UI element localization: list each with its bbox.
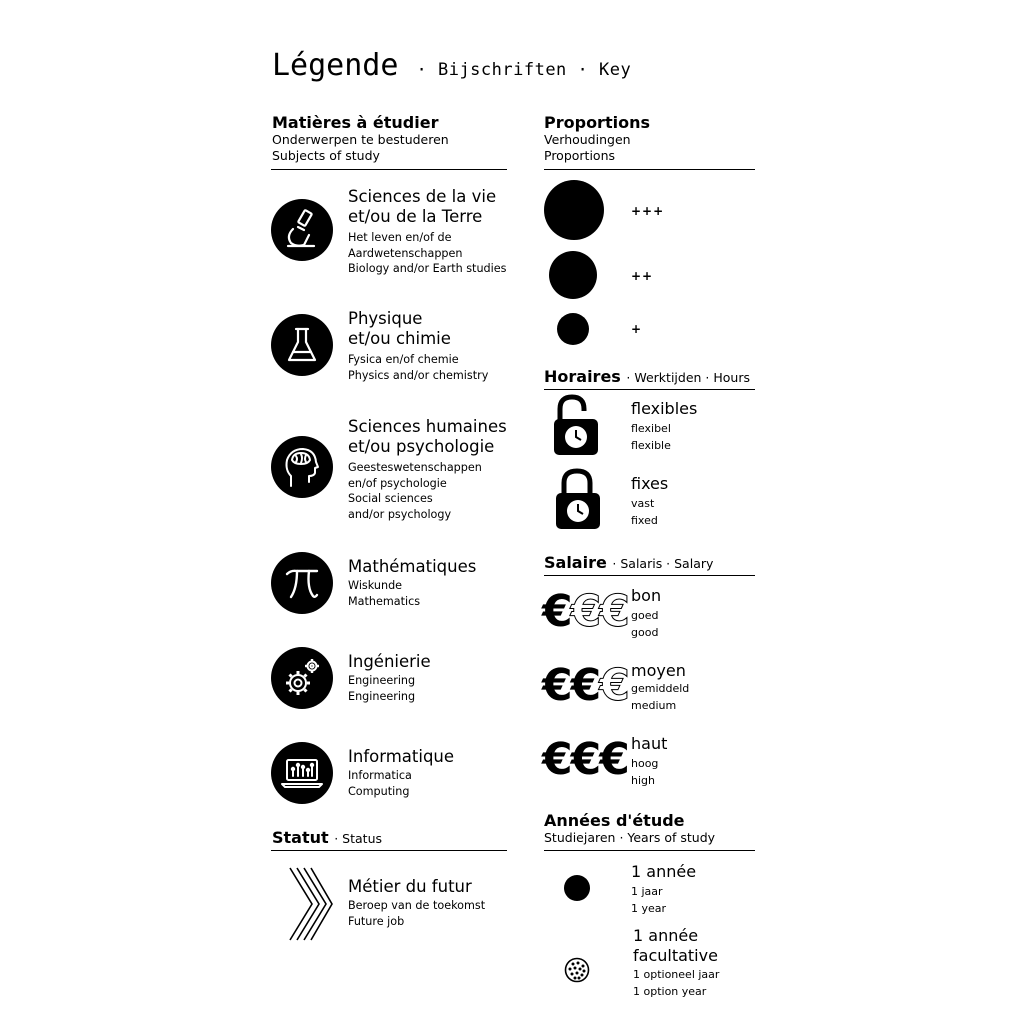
subject-sub: Physics and/or chemistry bbox=[348, 368, 489, 382]
solid-dot-icon bbox=[564, 875, 590, 901]
subject-sub: Computing bbox=[348, 784, 410, 798]
years-item-sub: 1 year bbox=[631, 901, 667, 915]
years-item-sub: 1 optioneel jaar bbox=[633, 968, 720, 981]
hours-item-flexible bbox=[631, 399, 697, 454]
euro-icon-outline: € bbox=[570, 586, 600, 637]
open-padlock-clock-icon bbox=[552, 393, 600, 461]
salary-divider bbox=[544, 575, 755, 576]
salary-item-title: moyen bbox=[631, 661, 686, 680]
years-sub: Studiejaren · Years of study bbox=[544, 830, 716, 845]
subject-title-l2: et/ou chimie bbox=[348, 329, 451, 348]
euro-icon-filled: € bbox=[570, 734, 600, 785]
hours-item-fixed bbox=[631, 474, 668, 529]
salary-item-sub: hoog bbox=[631, 757, 659, 770]
proportion-label-medium: ++ bbox=[631, 269, 654, 283]
subject-item-life-earth bbox=[348, 187, 506, 277]
salary-euro-icons-medium bbox=[542, 660, 628, 711]
status-item-sub: Future job bbox=[348, 914, 405, 928]
euro-icon-filled: € bbox=[570, 660, 600, 711]
subjects-heading: Matières à étudier bbox=[272, 113, 439, 132]
status-divider bbox=[271, 850, 507, 851]
proportions-heading: Proportions bbox=[544, 113, 650, 132]
hours-inline: · Werktijden · Hours bbox=[626, 370, 750, 385]
years-item-title-l2: facultative bbox=[633, 946, 718, 965]
status-item-title: Métier du futur bbox=[348, 877, 472, 896]
euro-icon-outline: € bbox=[599, 660, 628, 711]
hours-item-sub: vast bbox=[631, 497, 655, 510]
subject-item-mathematics bbox=[348, 557, 476, 609]
subject-sub: Geesteswetenschappen bbox=[348, 461, 482, 474]
subject-sub: Aardwetenschappen bbox=[348, 246, 463, 260]
salary-inline: · Salaris · Salary bbox=[612, 556, 714, 571]
years-item-sub: 1 option year bbox=[633, 984, 707, 998]
subject-title-l2: et/ou psychologie bbox=[348, 437, 495, 456]
years-item-sub: 1 jaar bbox=[631, 885, 663, 898]
title-main: Légende bbox=[272, 48, 399, 83]
hours-header bbox=[544, 368, 750, 387]
subject-sub: Fysica en/of chemie bbox=[348, 353, 459, 366]
status-item-sub: Beroep van de toekomst bbox=[348, 899, 486, 912]
salary-item-good bbox=[631, 586, 661, 641]
subject-sub: and/or psychology bbox=[348, 507, 452, 521]
years-item-optional-year bbox=[633, 926, 719, 1000]
dotted-dot-icon bbox=[564, 957, 590, 987]
head-brain-icon bbox=[271, 436, 333, 498]
subject-title-l1: Informatique bbox=[348, 747, 455, 766]
subjects-sub-nl: Onderwerpen te bestuderen bbox=[272, 132, 449, 147]
hours-item-title: fixes bbox=[631, 474, 669, 493]
salary-euro-icons-high bbox=[542, 734, 628, 785]
subject-sub: Social sciences bbox=[348, 492, 433, 505]
proportions-divider bbox=[544, 169, 755, 170]
salary-item-sub: goed bbox=[631, 609, 659, 622]
proportion-small-circle-icon bbox=[557, 313, 589, 345]
status-item-future-job bbox=[348, 877, 485, 929]
subject-sub: Wiskunde bbox=[348, 579, 403, 592]
subjects-sub-en: Subjects of study bbox=[272, 148, 380, 163]
proportion-medium-circle-icon bbox=[549, 251, 597, 299]
years-heading: Années d'étude bbox=[544, 811, 685, 830]
pi-icon bbox=[271, 552, 333, 614]
euro-icon-filled: € bbox=[542, 586, 571, 637]
chevron-icon bbox=[288, 866, 334, 946]
years-item-title-l1: 1 année bbox=[633, 926, 699, 945]
subject-sub: Engineering bbox=[348, 689, 416, 703]
subject-title-l2: et/ou de la Terre bbox=[348, 207, 483, 226]
subject-title-l1: Physique bbox=[348, 309, 423, 328]
subject-title-l1: Sciences humaines bbox=[348, 417, 507, 436]
subject-sub: Mathematics bbox=[348, 594, 421, 608]
proportion-large-circle-icon bbox=[544, 180, 604, 240]
euro-icon-filled: € bbox=[542, 734, 571, 785]
hours-item-sub: flexibel bbox=[631, 422, 671, 435]
page-title bbox=[272, 48, 631, 83]
gears-icon bbox=[271, 647, 333, 709]
hours-item-sub: flexible bbox=[631, 438, 671, 452]
subject-title-l1: Mathématiques bbox=[348, 557, 477, 576]
proportion-label-large: +++ bbox=[631, 204, 665, 218]
salary-item-high bbox=[631, 734, 667, 789]
subject-item-engineering bbox=[348, 652, 431, 704]
hours-heading: Horaires bbox=[544, 367, 621, 386]
subjects-header bbox=[272, 114, 449, 164]
title-sub: · Bijschriften · Key bbox=[416, 60, 632, 80]
subject-sub: Het leven en/of de bbox=[348, 231, 452, 244]
salary-header bbox=[544, 554, 713, 573]
proportions-sub-en: Proportions bbox=[544, 148, 616, 163]
status-inline: · Status bbox=[334, 831, 383, 846]
subject-item-computing bbox=[348, 747, 454, 799]
salary-item-sub: good bbox=[631, 625, 659, 639]
salary-item-sub: high bbox=[631, 773, 655, 787]
status-heading: Statut bbox=[272, 828, 329, 847]
hours-item-title: flexibles bbox=[631, 399, 698, 418]
salary-item-medium bbox=[631, 661, 689, 714]
subject-sub: Engineering bbox=[348, 674, 416, 687]
laptop-icon bbox=[271, 742, 333, 804]
subject-sub: en/of psychologie bbox=[348, 476, 447, 490]
flask-icon bbox=[271, 314, 333, 376]
hours-divider bbox=[544, 389, 755, 390]
salary-item-title: bon bbox=[631, 586, 662, 605]
salary-item-sub: gemiddeld bbox=[631, 682, 690, 695]
salary-euro-icons-good bbox=[542, 586, 628, 637]
years-item-title: 1 année bbox=[631, 862, 697, 881]
euro-icon-outline: € bbox=[599, 586, 628, 637]
euro-icon-filled: € bbox=[542, 660, 571, 711]
closed-padlock-clock-icon bbox=[554, 467, 602, 535]
euro-icon-filled: € bbox=[599, 734, 628, 785]
years-item-one-year bbox=[631, 862, 696, 917]
proportions-header bbox=[544, 114, 650, 164]
years-header bbox=[544, 812, 715, 846]
subject-item-physics-chemistry bbox=[348, 309, 488, 383]
hours-item-sub: fixed bbox=[631, 513, 658, 527]
subject-title-l1: Sciences de la vie bbox=[348, 187, 497, 206]
proportions-sub-nl: Verhoudingen bbox=[544, 132, 631, 147]
subject-sub: Biology and/or Earth studies bbox=[348, 262, 507, 275]
subject-item-humanities-psychology bbox=[348, 417, 507, 522]
subjects-divider bbox=[271, 169, 507, 170]
microscope-icon bbox=[271, 199, 333, 261]
proportion-label-small: + bbox=[631, 322, 643, 336]
salary-item-sub: medium bbox=[631, 698, 677, 712]
salary-heading: Salaire bbox=[544, 553, 607, 572]
status-header bbox=[272, 829, 382, 848]
subject-title-l1: Ingénierie bbox=[348, 652, 431, 671]
salary-item-title: haut bbox=[631, 734, 668, 753]
subject-sub: Informatica bbox=[348, 769, 412, 782]
years-divider bbox=[544, 850, 755, 851]
